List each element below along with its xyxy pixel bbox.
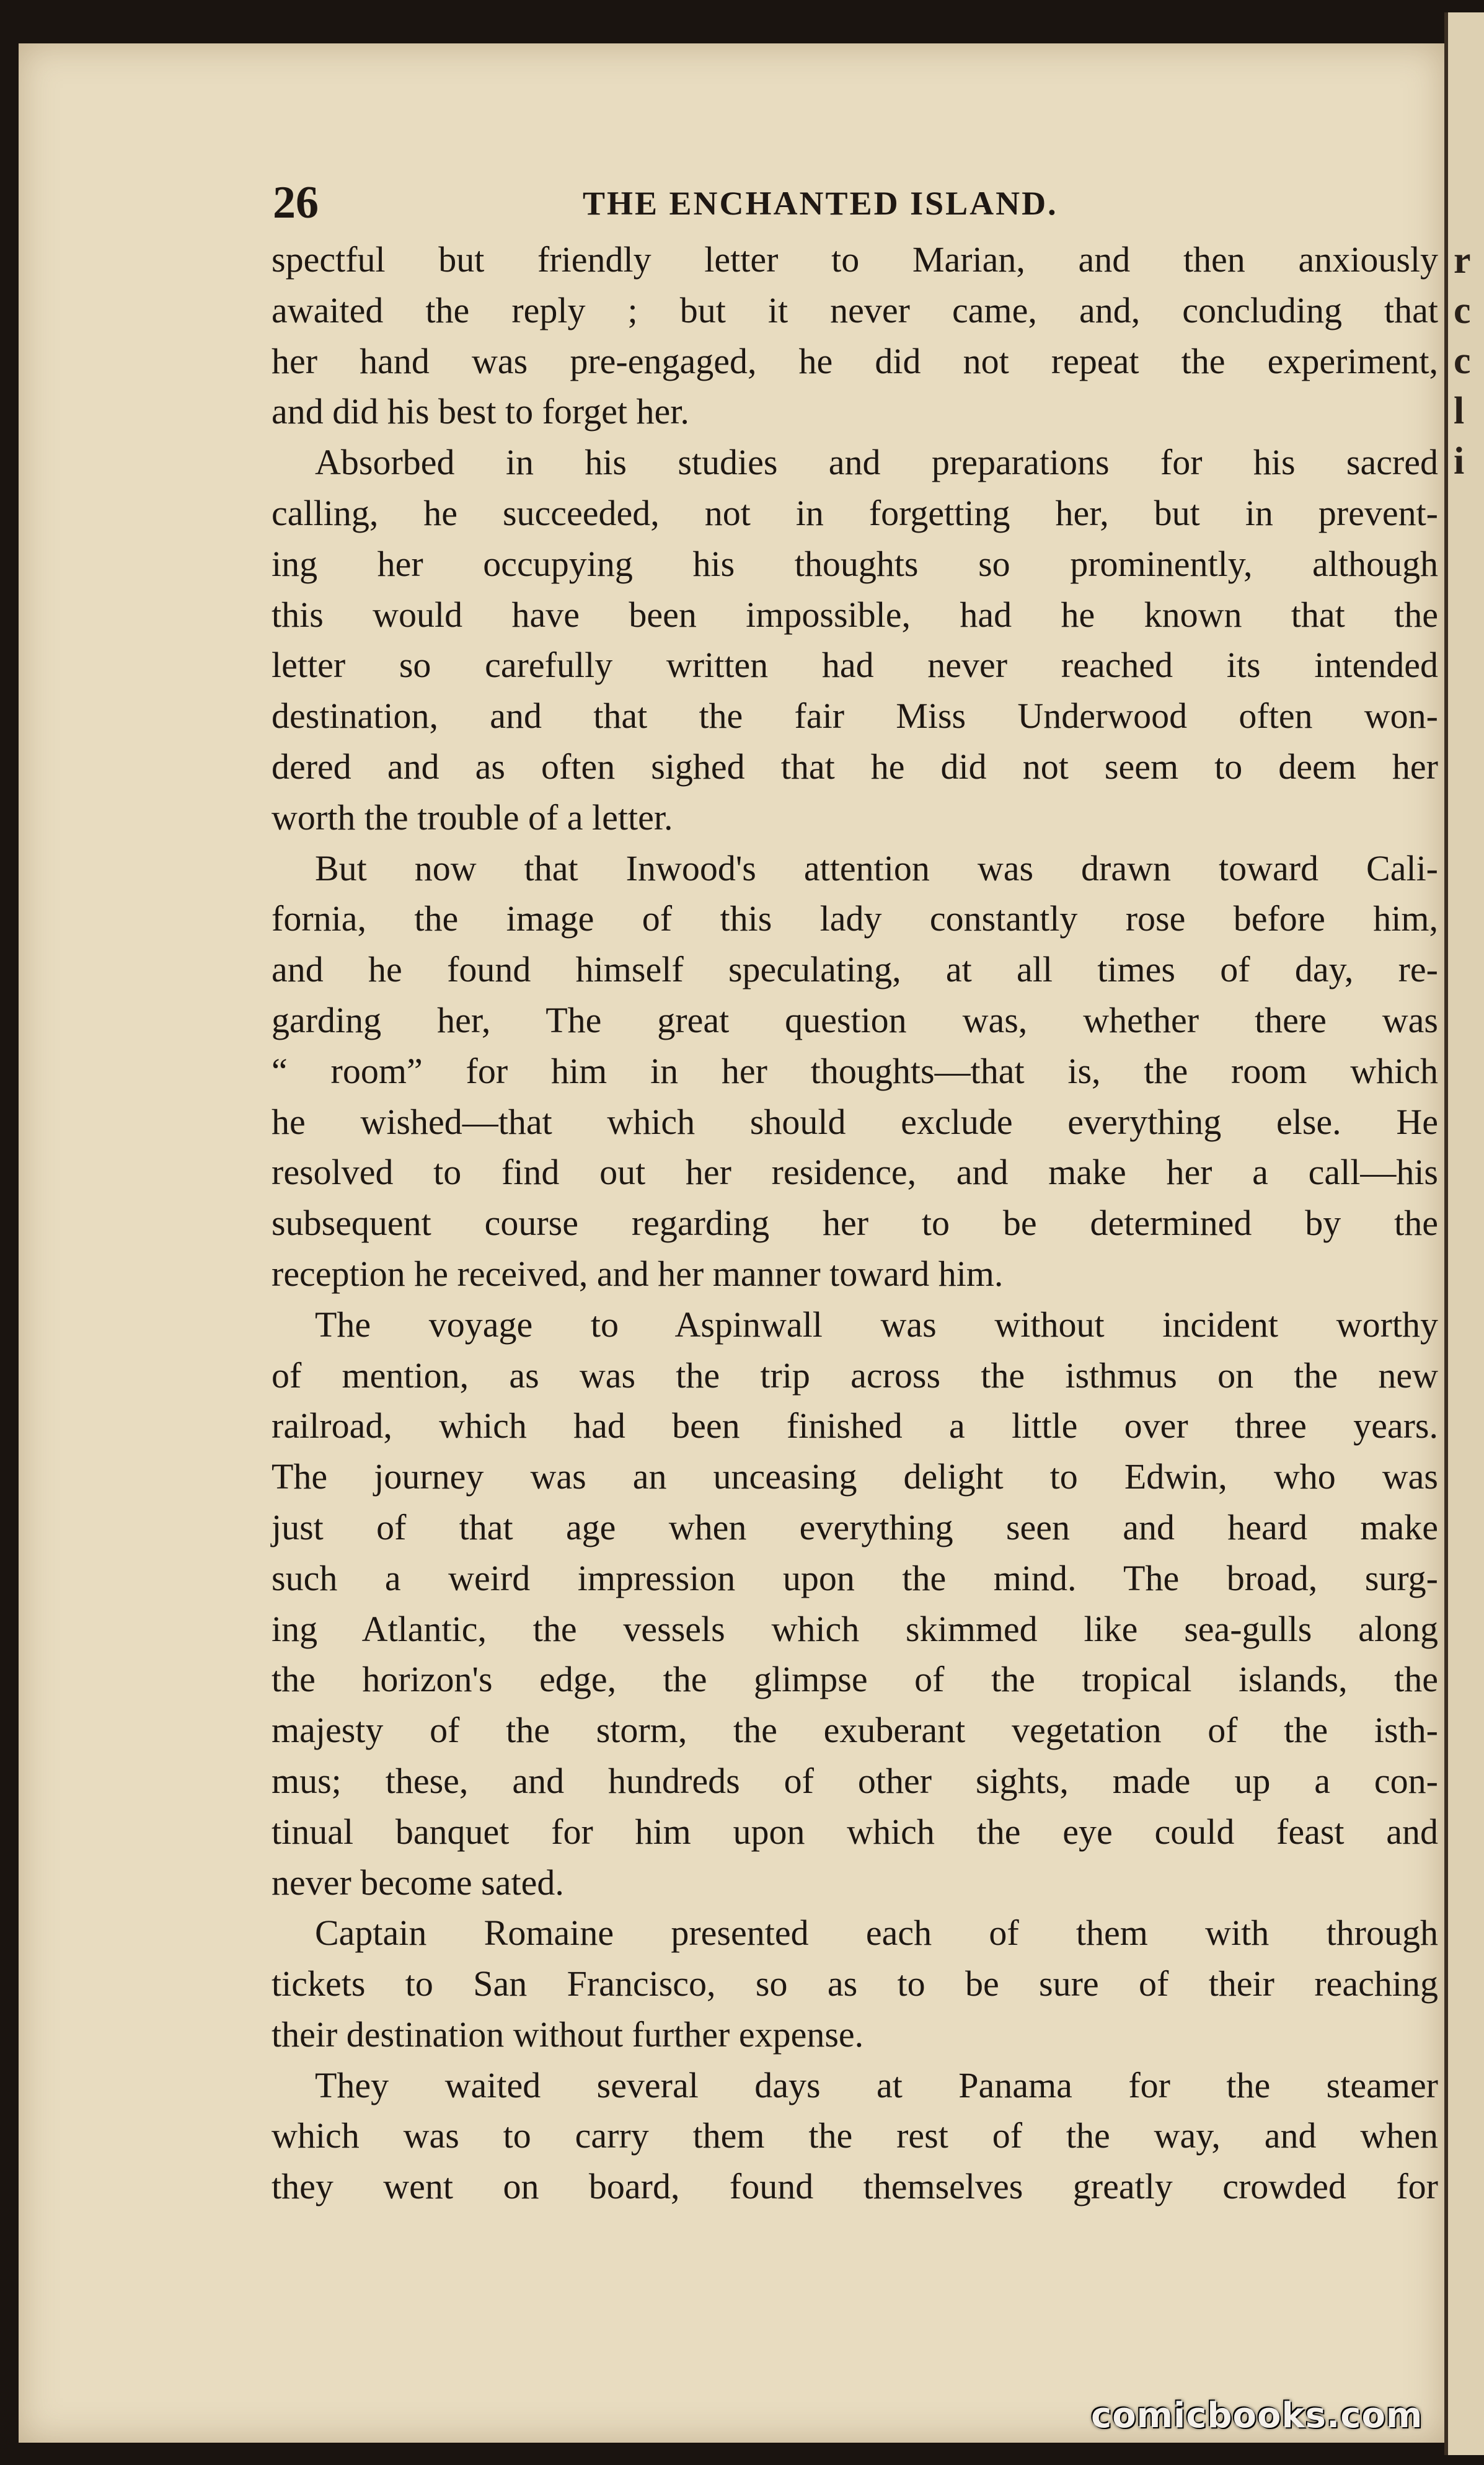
text-line: fornia, the image of this lady constantly rose before him,: [272, 898, 1438, 939]
text-line: such a weird impression upon the mind. The broad, surg-: [272, 1557, 1438, 1598]
text-line: and did his best to forget her.: [272, 391, 689, 432]
text-line: The journey was an unceasing delight to Edwin, who was: [272, 1456, 1438, 1497]
body-text: [272, 234, 1438, 2212]
text-line: worth the trouble of a letter.: [272, 797, 673, 838]
running-title: THE ENCHANTED ISLAND.: [583, 185, 1058, 222]
text-line: the horizon's edge, the glimpse of the tropical islands, the: [272, 1659, 1438, 1700]
text-line: awaited the reply ; but it never came, and, concluding that: [272, 290, 1438, 330]
text-line: reception he received, and her manner toward him.: [272, 1253, 1004, 1294]
text-line: never become sated.: [272, 1862, 564, 1903]
text-line: garding her, The great question was, whether there was: [272, 999, 1438, 1040]
text-line: ing Atlantic, the vessels which skimmed like sea-gulls along: [272, 1608, 1438, 1649]
text-line: their destination without further expense.: [272, 2014, 864, 2055]
text-line: tinual banquet for him upon which the eye could feast and: [272, 1811, 1438, 1852]
facing-page-glyph: l: [1454, 390, 1465, 432]
page-number: 26: [273, 177, 319, 228]
text-line: spectful but friendly letter to Marian, and then anxiously: [272, 239, 1438, 280]
text-line: he wished—that which should exclude everything else. He: [272, 1101, 1438, 1142]
facing-page-glyph: c: [1454, 290, 1471, 332]
text-line: subsequent course regarding her to be determined by the: [272, 1203, 1438, 1244]
text-line: tickets to San Francisco, so as to be sure of their reaching: [272, 1963, 1438, 2004]
text-line: “ room” for him in her thoughts—that is, the room which: [272, 1050, 1438, 1091]
text-line: calling, he succeeded, not in forgetting her, but in prevent-: [272, 492, 1438, 533]
text-line: dered and as often sighed that he did not seem to deem her: [272, 746, 1438, 787]
text-line: her hand was pre-engaged, he did not repeat the experiment,: [272, 340, 1438, 381]
text-line: Captain Romaine presented each of them with through: [315, 1913, 1438, 1954]
text-line: they went on board, found themselves greatly crowded for: [272, 2166, 1438, 2207]
text-line: Absorbed in his studies and preparations for his sacred: [315, 442, 1438, 483]
text-line: majesty of the storm, the exuberant vegetation of the isth-: [272, 1710, 1438, 1751]
text-line: railroad, which had been finished a little over three years.: [272, 1405, 1438, 1446]
text-line: letter so carefully written had never reached its intended: [272, 645, 1438, 686]
text-line: They waited several days at Panama for the steamer: [315, 2064, 1438, 2105]
watermark: comicbooks.com: [1091, 2396, 1423, 2436]
facing-page-glyph: r: [1454, 239, 1471, 281]
text-line: destination, and that the fair Miss Underwood often won-: [272, 696, 1438, 737]
text-line: mus; these, and hundreds of other sights, made up a con-: [272, 1760, 1438, 1801]
facing-page-glyph: i: [1454, 440, 1465, 482]
text-line: of mention, as was the trip across the isthmus on the new: [272, 1355, 1438, 1396]
facing-page-glyphs: [1454, 236, 1471, 487]
text-line: just of that age when everything seen and heard make: [272, 1507, 1438, 1547]
text-line: The voyage to Aspinwall was without incident worthy: [315, 1304, 1438, 1345]
text-line: ing her occupying his thoughts so prominently, although: [272, 543, 1438, 584]
text-line: this would have been impossible, had he known that the: [272, 594, 1438, 635]
text-line: But now that Inwood's attention was drawn toward Cali-: [315, 847, 1438, 888]
facing-page-glyph: c: [1454, 340, 1471, 382]
text-line: which was to carry them the rest of the way, and when: [272, 2115, 1438, 2156]
text-line: and he found himself speculating, at all times of day, re-: [272, 949, 1438, 990]
text-line: resolved to find out her residence, and make her a call—his: [272, 1152, 1438, 1193]
